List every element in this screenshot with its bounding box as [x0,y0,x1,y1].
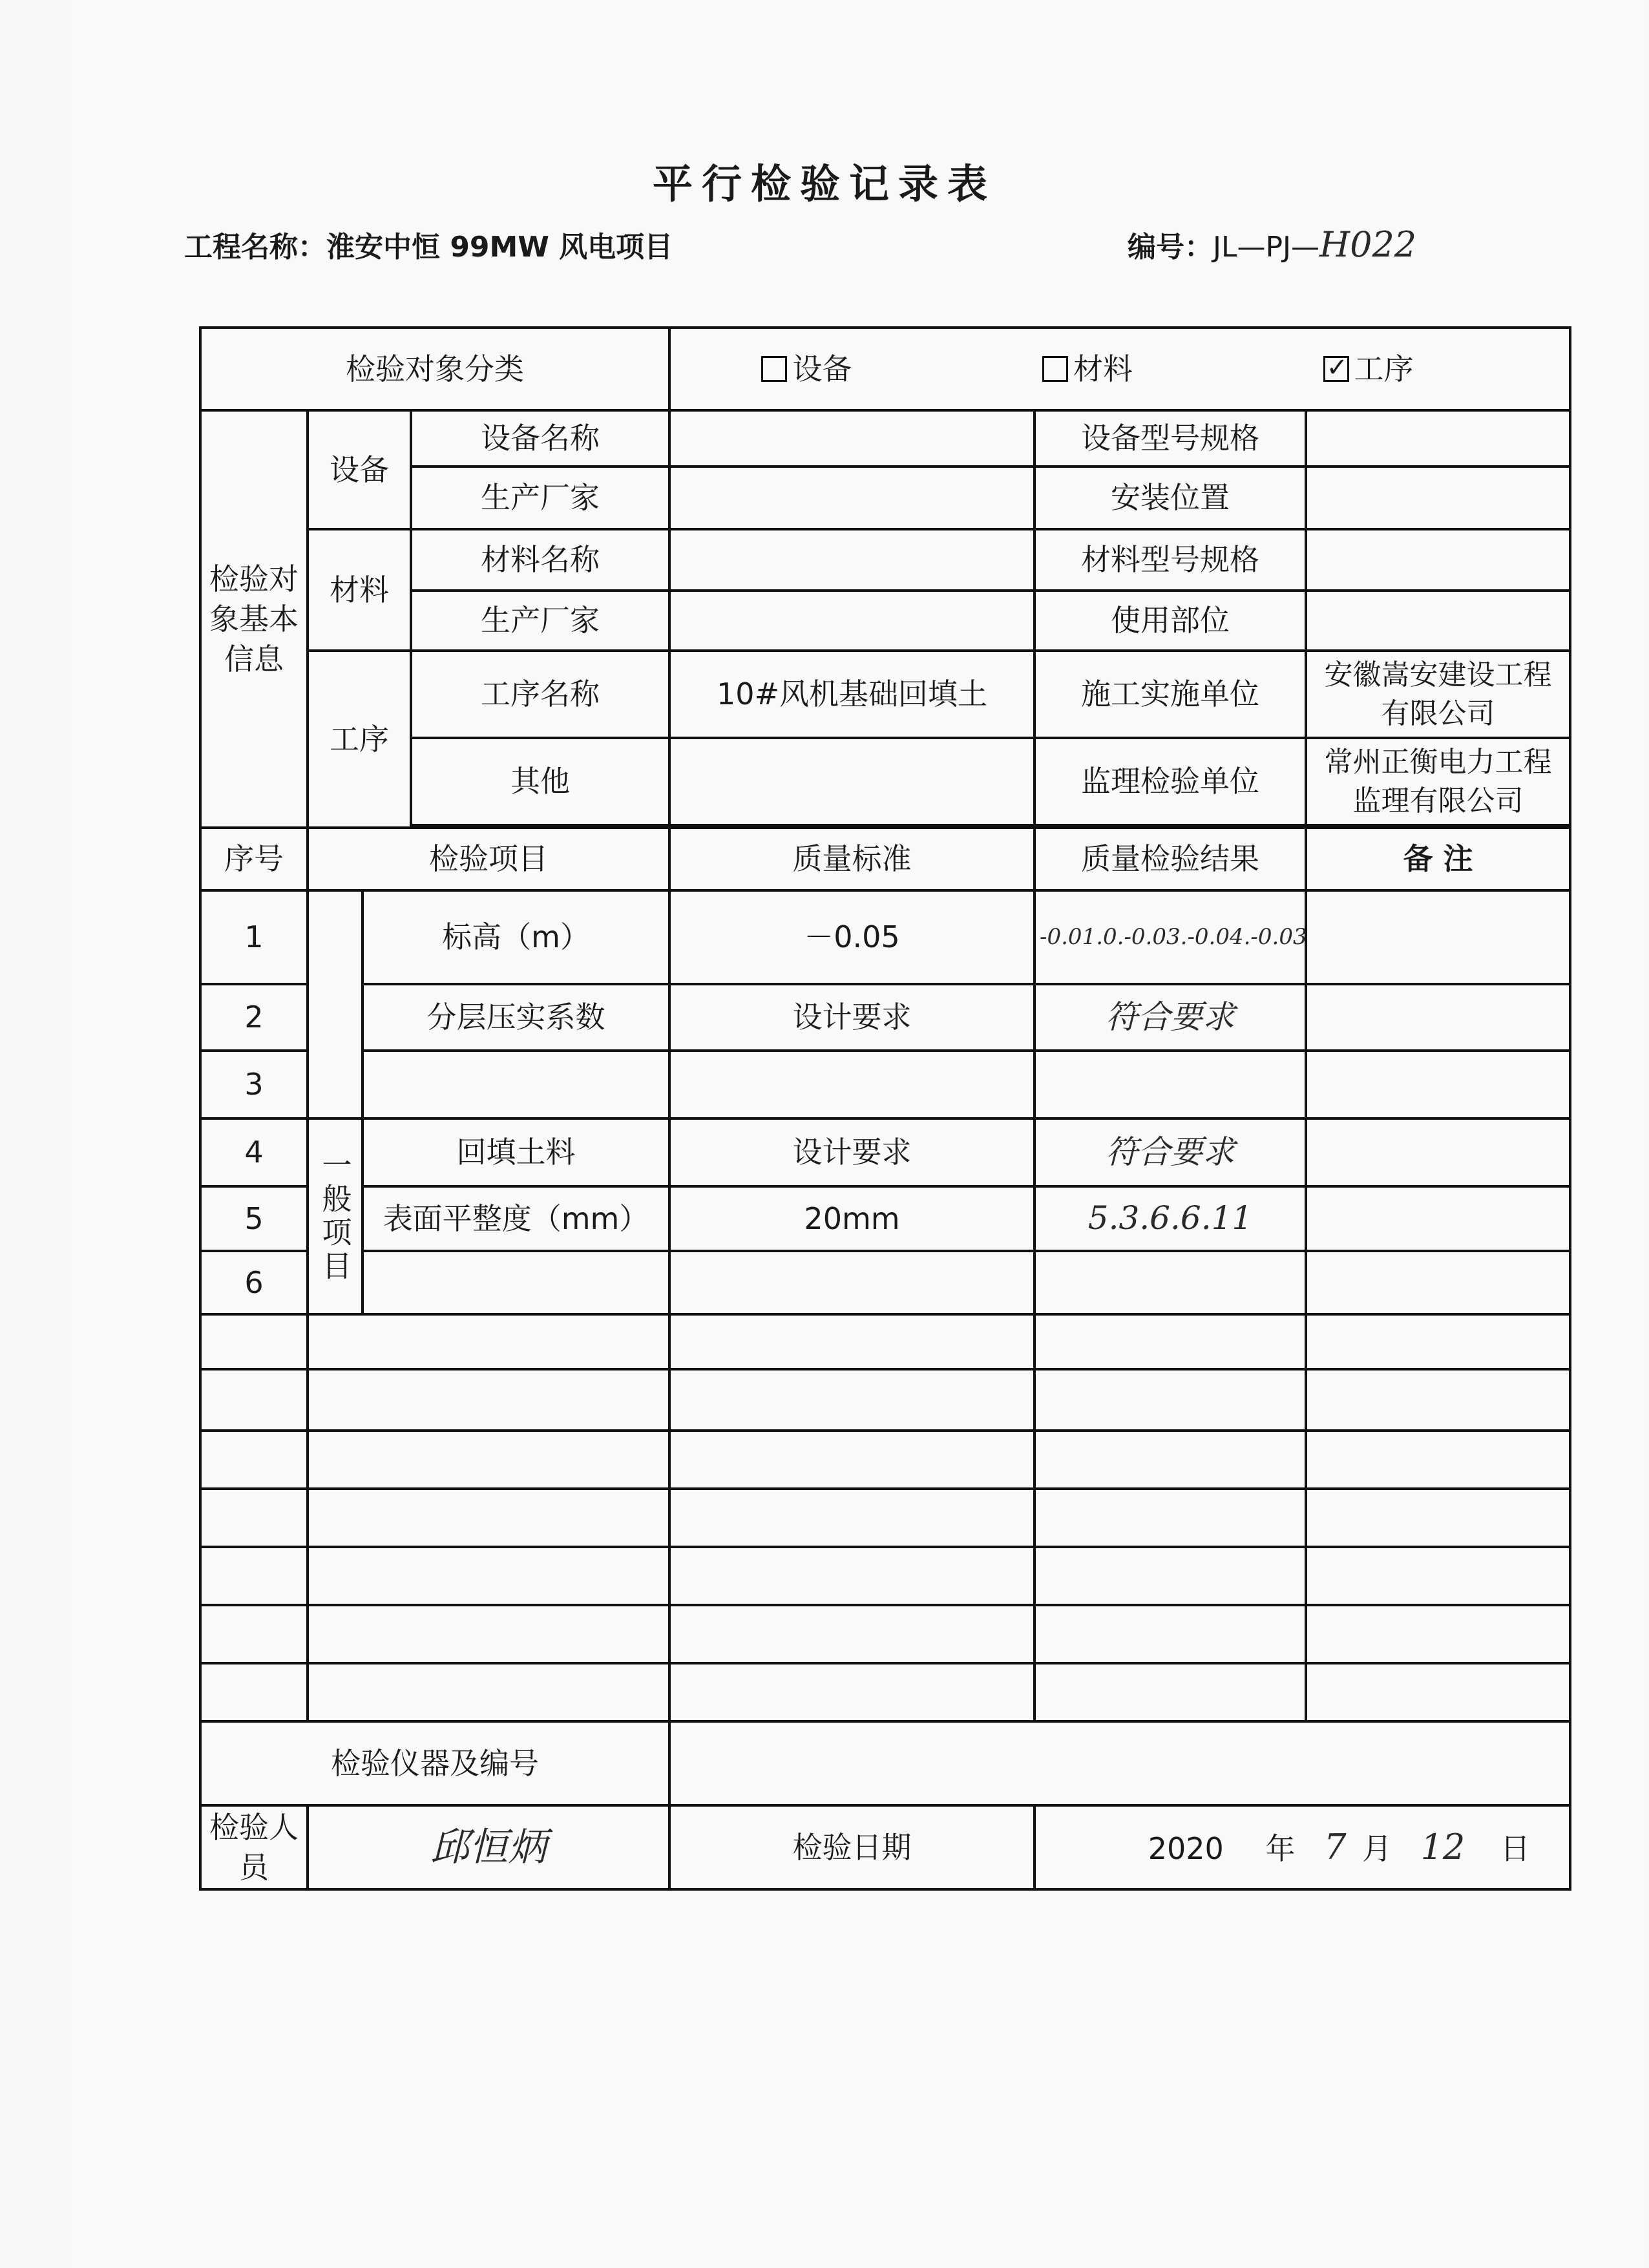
item-standard: －0.05 [669,890,1035,984]
instrument-value [669,1721,1570,1805]
header-result: 质量检验结果 [1035,828,1306,890]
blank-row [200,1605,1570,1663]
item-name: 表面平整度（mm） [362,1186,669,1251]
material-row-1 [200,529,1570,591]
category-options [669,328,1570,410]
equipment-maker-label: 生产厂家 [411,467,669,529]
code-label: 编号： [1128,231,1213,264]
blank-row [200,1314,1570,1369]
item-standard: 设计要求 [669,1118,1035,1186]
instrument-row [200,1721,1570,1805]
item-result: 符合要求 [1035,984,1306,1051]
material-model-value [1306,529,1570,591]
material-name-label: 材料名称 [411,529,669,591]
project-line [184,224,673,265]
checkbox-material[interactable] [1042,356,1068,382]
equipment-model-label: 设备型号规格 [1035,410,1306,467]
blank-row [200,1489,1570,1547]
blank-row [200,1547,1570,1605]
items-header-row [200,828,1570,890]
equipment-name-label: 设备名称 [411,410,669,467]
item-remark [1306,1251,1570,1314]
header-no: 序号 [200,828,308,890]
inspection-table [199,326,1570,1891]
checkbox-equipment[interactable] [761,356,787,382]
equipment-model-value [1306,410,1570,467]
material-model-label: 材料型号规格 [1035,529,1306,591]
equipment-row-1 [200,410,1570,467]
material-use-part-value [1306,591,1570,651]
impl-unit-label: 施工实施单位 [1035,651,1306,738]
material-name-value [669,529,1035,591]
date-value [1035,1805,1570,1889]
general-items-label: 一般项目 [308,1118,362,1314]
blank-row [200,1431,1570,1489]
checkbox-process-checked[interactable] [1323,356,1349,382]
equipment-name-value [669,410,1035,467]
option-equipment[interactable]: 设备 [761,349,1033,389]
basic-info-label: 检验对象基本信息 [200,410,308,828]
item-result: 符合要求 [1035,1118,1306,1186]
item-remark [1306,984,1570,1051]
material-use-part-label: 使用部位 [1035,591,1306,651]
process-name-label: 工序名称 [411,651,669,738]
equipment-location-label: 安装位置 [1035,467,1306,529]
page-title: 平行检验记录表 [652,160,996,207]
item-name: 分层压实系数 [362,984,669,1051]
item-standard: 20mm [669,1186,1035,1251]
item-standard [669,1051,1035,1118]
project-value: 淮安中恒 99MW 风电项目 [326,231,673,264]
item-row-2 [200,984,1570,1051]
signature-row [200,1805,1570,1889]
equipment-maker-value [669,467,1035,529]
item-group-cell [308,1051,362,1118]
other-value [669,738,1035,825]
process-row-1 [200,651,1570,738]
material-maker-value [669,591,1035,651]
header-standard: 质量标准 [669,828,1035,890]
date-day: 12 [1420,1826,1465,1867]
process-label: 工序 [308,651,411,828]
item-result [1035,1051,1306,1118]
item-remark [1306,1051,1570,1118]
option-process[interactable]: ✓ 工序 [1323,349,1478,389]
item-no: 5 [200,1186,308,1251]
item-no: 4 [200,1118,308,1186]
item-group-cell [308,984,362,1051]
blank-row [200,1369,1570,1431]
material-label: 材料 [308,529,411,651]
material-maker-label: 生产厂家 [411,591,669,651]
item-result [1035,1251,1306,1314]
supervisor-value: 常州正衡电力工程监理有限公司 [1306,738,1570,825]
item-name: 标高（m） [362,890,669,984]
item-no: 3 [200,1051,308,1118]
item-row-1 [200,890,1570,984]
option-material[interactable]: 材料 [1042,349,1314,389]
inspector-signature: 邱恒炳 [308,1805,669,1889]
item-remark [1306,1118,1570,1186]
item-name [362,1051,669,1118]
impl-unit-value: 安徽嵩安建设工程有限公司 [1306,651,1570,738]
code-prefix: JL—PJ— [1213,231,1319,264]
item-remark [1306,890,1570,984]
item-result: 5.3.6.6.11 [1035,1186,1306,1251]
item-no: 1 [200,890,308,984]
category-row [200,328,1570,410]
year-char: 年 [1265,1831,1296,1866]
inspector-label: 检验人员 [200,1805,308,1889]
item-name [362,1251,669,1314]
code-handwritten: H022 [1319,224,1417,265]
item-standard: 设计要求 [669,984,1035,1051]
item-remark [1306,1186,1570,1251]
month-char: 月 [1362,1831,1392,1866]
other-label: 其他 [411,738,669,825]
item-row-3 [200,1051,1570,1118]
header-remark: 备 注 [1306,828,1570,890]
item-result: -0.01.0.-0.03.-0.04.-0.03 [1035,890,1306,984]
category-label: 检验对象分类 [200,328,669,410]
instrument-label: 检验仪器及编号 [200,1721,669,1805]
item-row-6 [200,1251,1570,1314]
date-label: 检验日期 [669,1805,1035,1889]
item-group-cell [308,890,362,984]
supervisor-label: 监理检验单位 [1035,738,1306,825]
blank-row [200,1663,1570,1721]
process-name-value: 10#风机基础回填土 [669,651,1035,738]
date-year: 2020 [1148,1831,1224,1866]
header-item: 检验项目 [308,828,669,890]
item-standard [669,1251,1035,1314]
project-label: 工程名称： [184,231,326,264]
item-row-5 [200,1186,1570,1251]
equipment-location-value [1306,467,1570,529]
day-char: 日 [1500,1831,1531,1866]
item-no: 6 [200,1251,308,1314]
equipment-label: 设备 [308,410,411,529]
item-no: 2 [200,984,308,1051]
item-row-4 [200,1118,1570,1186]
item-name: 回填土料 [362,1118,669,1186]
date-month: 7 [1324,1826,1347,1867]
code-line [1128,224,1416,265]
